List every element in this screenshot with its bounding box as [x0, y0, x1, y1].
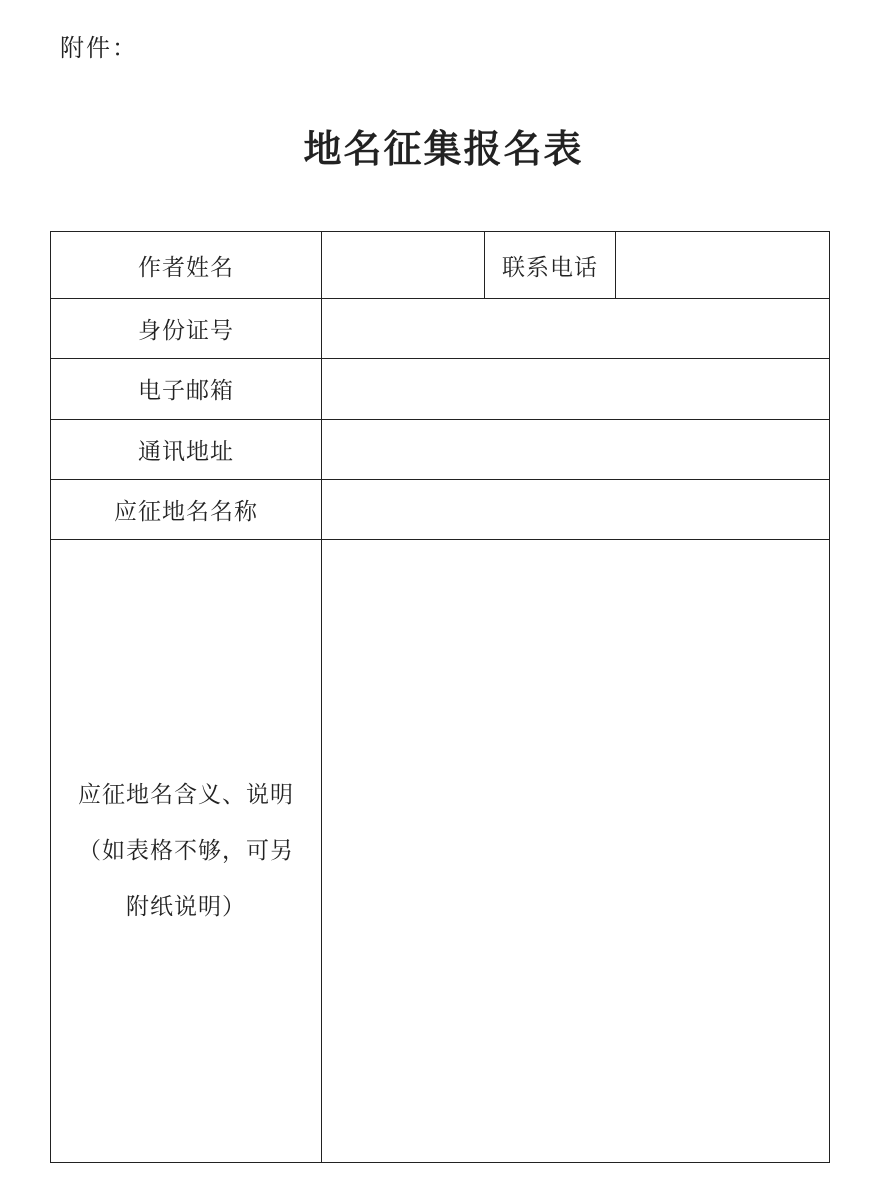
table-row [51, 539, 830, 1162]
meaning-label-line-2: （如表格不够，可另 [78, 837, 294, 864]
meaning-field[interactable] [322, 539, 830, 1162]
table-row [51, 299, 830, 359]
place-name-label: 应征地名名称 [51, 479, 322, 539]
meaning-label [51, 539, 322, 1162]
meaning-label-line-3: 附纸说明） [126, 893, 246, 920]
registration-form-table [50, 231, 830, 1163]
attachment-label: 附件： [60, 34, 138, 62]
author-name-field[interactable] [322, 232, 485, 299]
table-row [51, 419, 830, 479]
phone-label: 联系电话 [485, 232, 616, 299]
address-label: 通讯地址 [51, 419, 322, 479]
table-row [51, 359, 830, 419]
table-row [51, 479, 830, 539]
email-field[interactable] [322, 359, 830, 419]
form-title: 地名征集报名表 [303, 127, 584, 171]
id-number-label: 身份证号 [51, 299, 322, 359]
place-name-field[interactable] [322, 479, 830, 539]
table-row [51, 232, 830, 299]
address-field[interactable] [322, 419, 830, 479]
id-number-field[interactable] [322, 299, 830, 359]
email-label: 电子邮箱 [51, 359, 322, 419]
meaning-label-line-1: 应征地名含义、说明 [78, 781, 294, 808]
author-name-label: 作者姓名 [51, 232, 322, 299]
phone-field[interactable] [616, 232, 830, 299]
